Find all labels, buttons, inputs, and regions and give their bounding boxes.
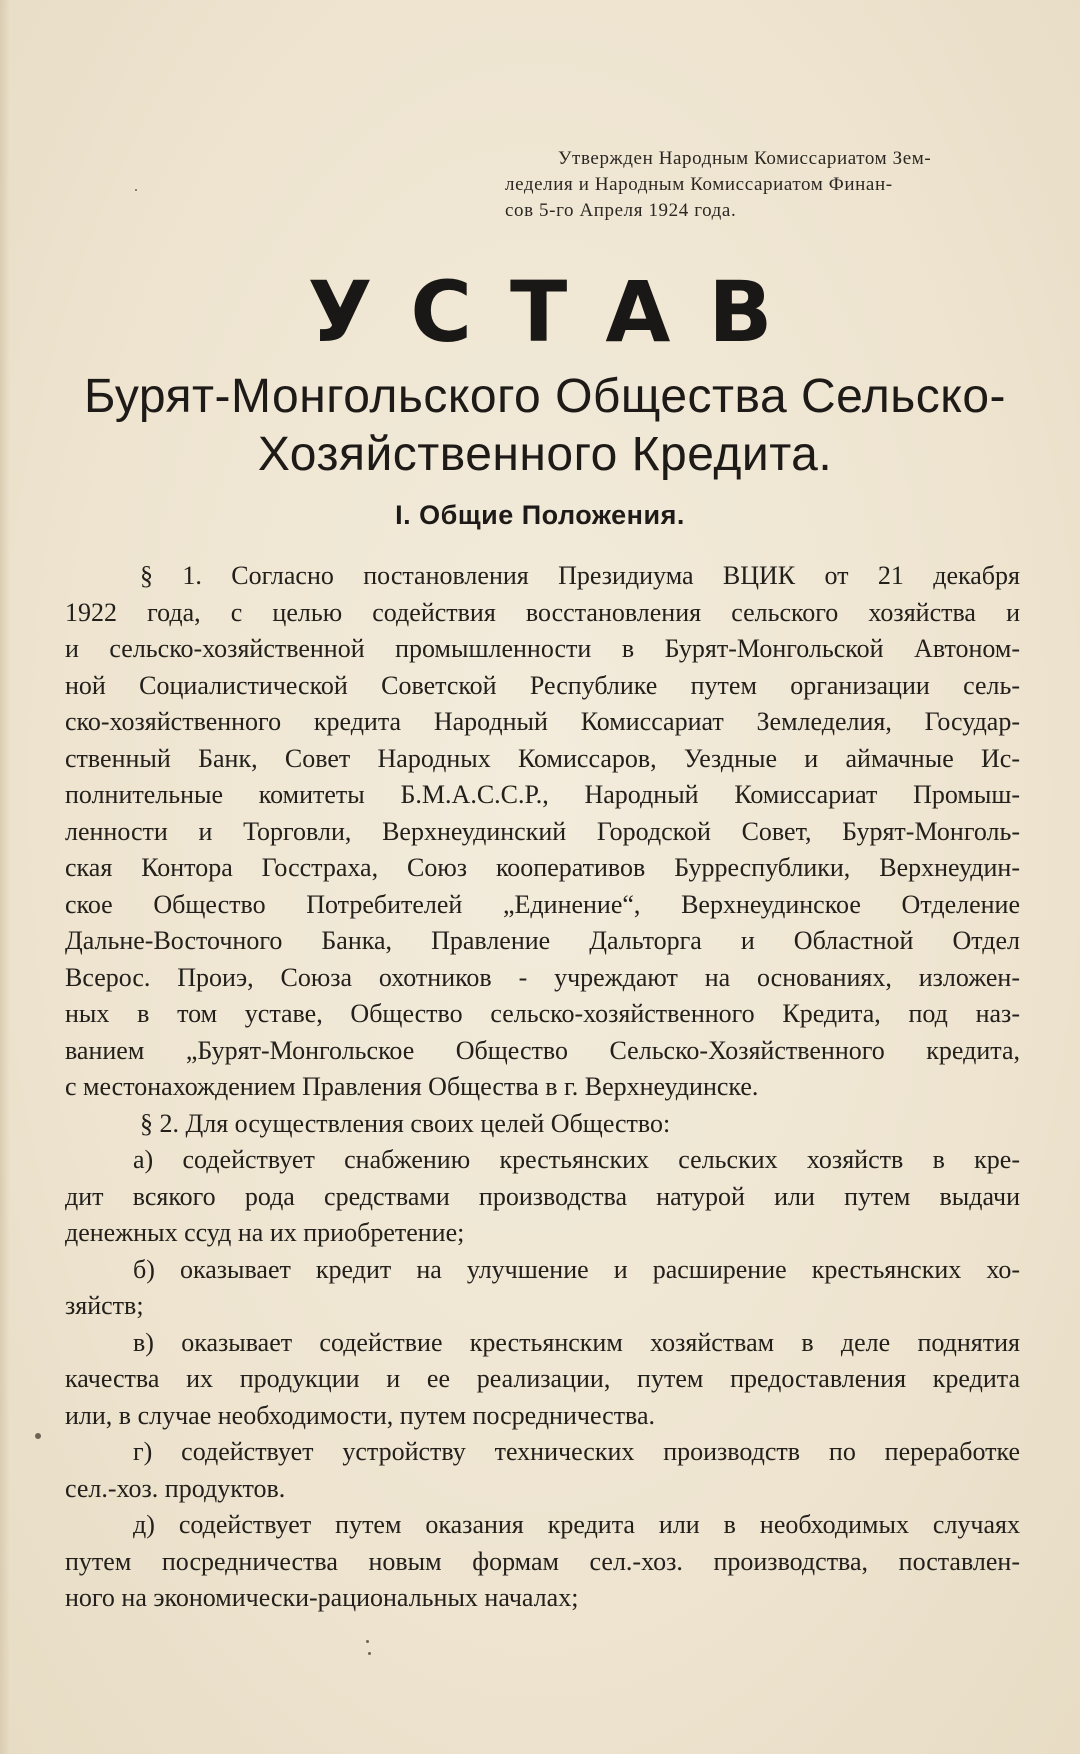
- item-d-line: ного на экономически-рациональных началах;: [65, 1583, 579, 1612]
- item-b-line: зяйств;: [65, 1291, 144, 1320]
- paragraph-1-line: ных в том уставе, Общество сельско-хозяйственного Кредита, под наз-: [65, 999, 1020, 1028]
- subtitle-line: Бурят-Монгольского Общества Сельско-: [83, 370, 1007, 423]
- paragraph-1-line: ское Общество Потребителей „Единение“, Верхнеудинское Отделение: [65, 889, 1020, 919]
- item-v-line: в) оказывает содействие крестьянским хозяйствам в деле поднятия: [133, 1327, 1020, 1357]
- paragraph-1-line: Дальне-Восточного Банка, Правление Дальторга и Областной Отдел: [65, 926, 1020, 955]
- paragraph-1-line: Всерос. Проиэ, Союза охотников - учреждают на основаниях, изложен-: [65, 962, 1020, 992]
- item-d-line: д) содействует путем оказания кредита или в необходимых случаях: [133, 1510, 1020, 1539]
- paragraph-1-line: ленности и Торговли, Верхнеудинский Городской Совет, Бурят-Монголь-: [65, 816, 1020, 846]
- item-a-line: денежных ссуд на их приобретение;: [65, 1218, 465, 1247]
- paragraph-1-line: и сельско-хозяйственной промышленности в Бурят-Монгольской Автоном-: [65, 634, 1020, 663]
- paragraph-1-line: с местонахождением Правления Общества в г. Верхнеудинске.: [65, 1072, 759, 1101]
- subtitle-line: Хозяйственного Кредита.: [257, 428, 833, 481]
- item-g-line: г) содействует устройству технических производств по переработке: [133, 1437, 1020, 1466]
- paragraph-1-line: полнительные комитеты Б.М.А.С.С.Р., Народный Комиссариат Промыш-: [65, 780, 1020, 809]
- paragraph-1-line: ская Контора Госстраха, Союз кооперативов Бурреспублики, Верхнеудин-: [65, 853, 1020, 882]
- paper-speck: [135, 189, 137, 191]
- item-g-line: сел.-хоз. продуктов.: [65, 1473, 286, 1503]
- paragraph-1-line: § 1. Согласно постановления Президиума ВЦИК от 21 декабря: [140, 561, 1020, 590]
- approval-note: [505, 146, 1025, 224]
- approval-line: сов 5-го Апреля 1924 года.: [505, 200, 737, 221]
- paragraph-1-line: ванием „Бурят-Монгольское Общество Сельско-Хозяйственного кредита,: [65, 1035, 1020, 1065]
- approval-line: леделия и Народным Комиссариатом Финан-: [505, 174, 893, 195]
- item-v-line: или, в случае необходимости, путем посредничества.: [65, 1400, 656, 1430]
- paragraph-1-line: ско-хозяйственного кредита Народный Комиссариат Земледелия, Государ-: [65, 707, 1020, 736]
- paragraph-1-line: ной Социалистической Советской Республике путем организации сель-: [65, 670, 1020, 700]
- item-v-line: качества их продукции и ее реализации, путем предоставления кредита: [65, 1364, 1020, 1393]
- item-d-line: путем посредничества новым формам сел.-хоз. производства, поставлен-: [65, 1546, 1020, 1576]
- body-text: [65, 558, 1020, 1617]
- paragraph-1-line: 1922 года, с целью содействия восстановления сельского хозяйства и: [65, 597, 1020, 627]
- paper-speck: [366, 1640, 369, 1643]
- item-a-line: дит всякого рода средствами производства натурой или путем выдачи: [65, 1181, 1020, 1211]
- item-a-line: а) содействует снабжению крестьянских сельских хозяйств в кре-: [133, 1145, 1020, 1174]
- paper-speck: [35, 1433, 41, 1439]
- paper-speck: [368, 1652, 371, 1655]
- paragraph-2-intro: § 2. Для осуществления своих целей Общество:: [140, 1108, 671, 1138]
- section-heading: I. Общие Положения.: [395, 500, 685, 530]
- item-b-line: б) оказывает кредит на улучшение и расширение крестьянских хо-: [133, 1254, 1020, 1284]
- approval-line: Утвержден Народным Комиссариатом Зем-: [558, 148, 932, 169]
- paragraph-1-line: ственный Банк, Совет Народных Комиссаров, Уездные и аймачные Ис-: [65, 743, 1020, 773]
- document-subtitle: [60, 368, 1030, 484]
- document-title: УСТАВ: [307, 263, 811, 361]
